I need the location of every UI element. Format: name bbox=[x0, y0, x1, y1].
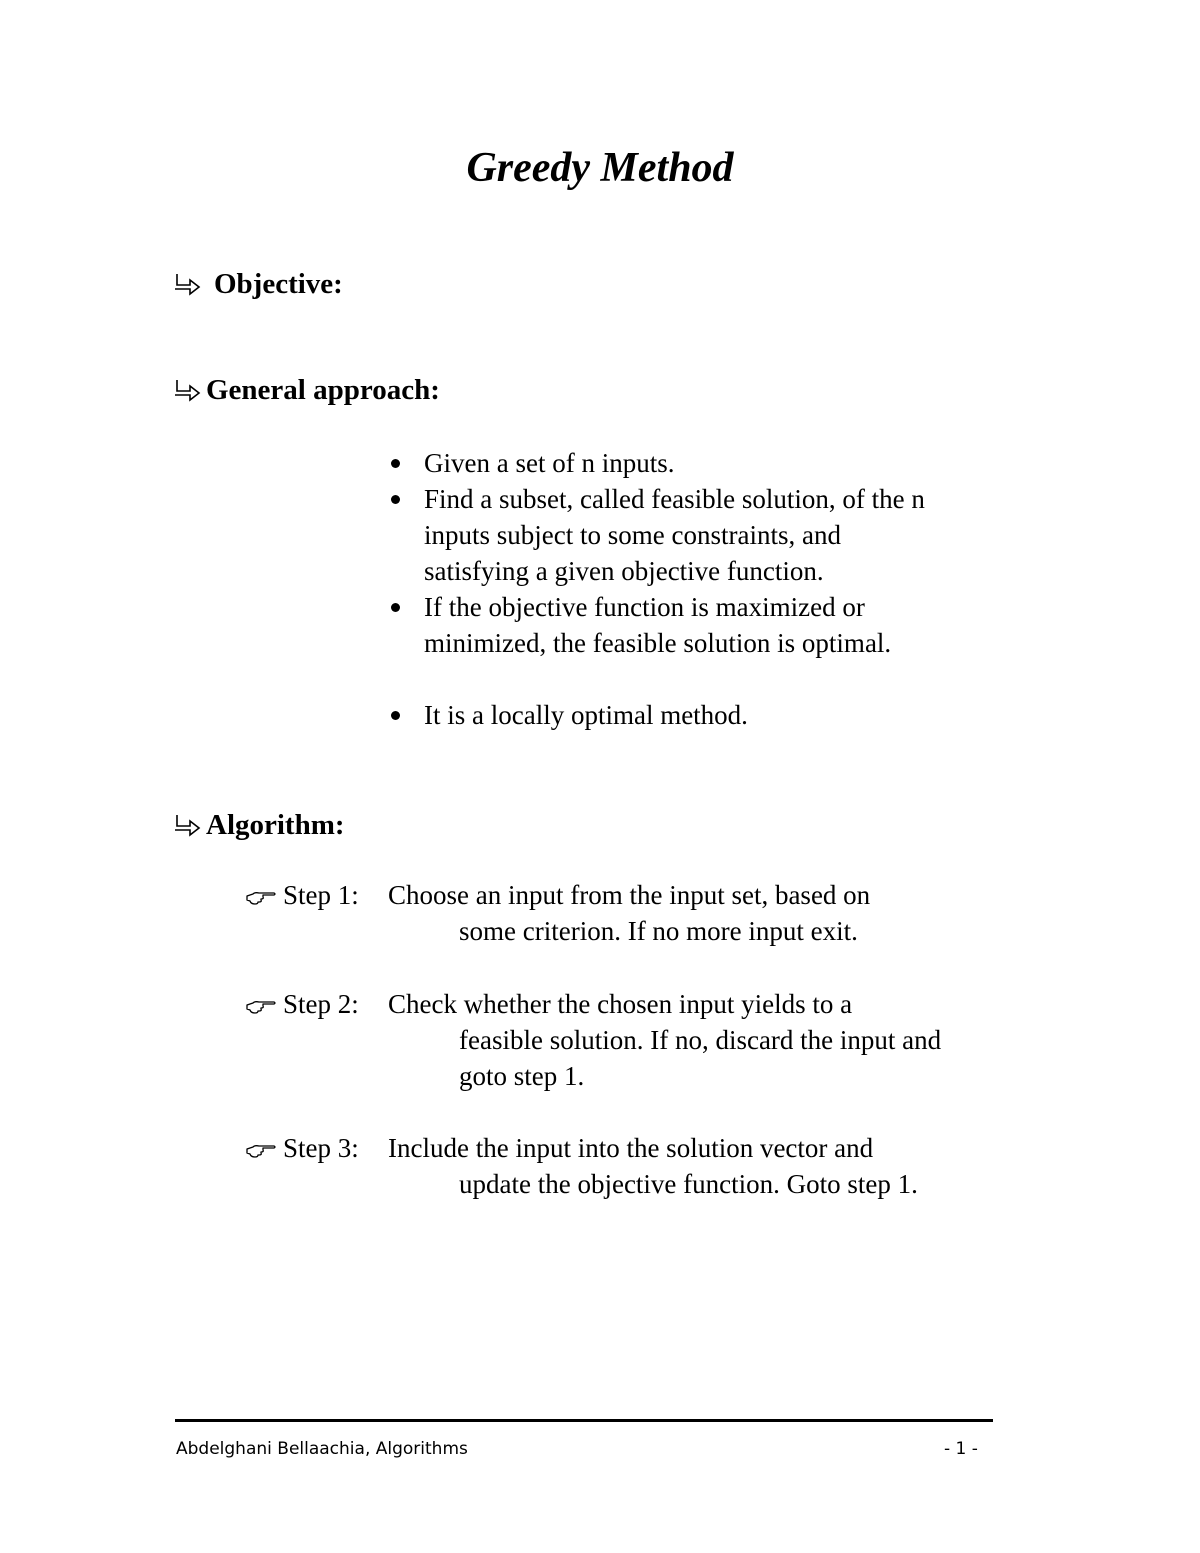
list-item bbox=[385, 697, 1065, 733]
pointing-hand-icon bbox=[245, 1132, 277, 1168]
step-text-continued: some criterion. If no more input exit. bbox=[459, 916, 858, 946]
list-item-line: minimized, the feasible solution is optimal. bbox=[424, 628, 892, 658]
list-item bbox=[385, 589, 1065, 661]
step-text: Include the input into the solution vector and bbox=[388, 1133, 874, 1163]
general-approach-list bbox=[385, 445, 1065, 733]
bullet-icon bbox=[391, 711, 400, 720]
algorithm-step-2 bbox=[245, 986, 1105, 1094]
bullet-icon bbox=[391, 495, 400, 504]
list-item-line: It is a locally optimal method. bbox=[424, 700, 748, 730]
general-approach-heading bbox=[172, 372, 440, 408]
list-item bbox=[385, 481, 1065, 589]
step-label: Step 1: bbox=[283, 880, 359, 910]
algorithm-step-1 bbox=[245, 877, 1105, 949]
list-item-line: If the objective function is maximized or bbox=[424, 592, 865, 622]
footer-divider bbox=[175, 1419, 993, 1422]
outlined-arrow-icon bbox=[172, 813, 202, 837]
outlined-arrow-icon bbox=[172, 378, 202, 402]
bullet-icon bbox=[391, 603, 400, 612]
step-text-continued: update the objective function. Goto step 1. bbox=[459, 1169, 918, 1199]
list-item-line: Given a set of n inputs. bbox=[424, 448, 675, 478]
general-approach-heading-text: General approach: bbox=[206, 374, 440, 406]
list-item-line: satisfying a given objective function. bbox=[424, 556, 824, 586]
step-label: Step 3: bbox=[283, 1133, 359, 1163]
objective-heading bbox=[172, 266, 343, 302]
list-item bbox=[385, 445, 1065, 481]
list-item-line: inputs subject to some constraints, and bbox=[424, 520, 841, 550]
pointing-hand-icon bbox=[245, 879, 277, 915]
algorithm-heading-text: Algorithm: bbox=[206, 809, 345, 841]
list-item-line: Find a subset, called feasible solution, of the n bbox=[424, 484, 925, 514]
algorithm-step-3 bbox=[245, 1130, 1105, 1202]
objective-heading-text: Objective: bbox=[214, 268, 343, 300]
algorithm-heading bbox=[172, 807, 345, 843]
step-text: Choose an input from the input set, based on bbox=[388, 880, 871, 910]
page-title: Greedy Method bbox=[466, 145, 734, 191]
bullet-icon bbox=[391, 459, 400, 468]
step-label: Step 2: bbox=[283, 989, 359, 1019]
step-text: Check whether the chosen input yields to a bbox=[388, 989, 853, 1019]
footer-author: Abdelghani Bellaachia, Algorithms bbox=[176, 1439, 468, 1459]
pointing-hand-icon bbox=[245, 988, 277, 1024]
step-text-continued: feasible solution. If no, discard the input and bbox=[459, 1025, 942, 1055]
outlined-arrow-icon bbox=[172, 272, 202, 296]
step-text-continued: goto step 1. bbox=[459, 1061, 585, 1091]
footer-page-number: - 1 - bbox=[944, 1439, 978, 1459]
